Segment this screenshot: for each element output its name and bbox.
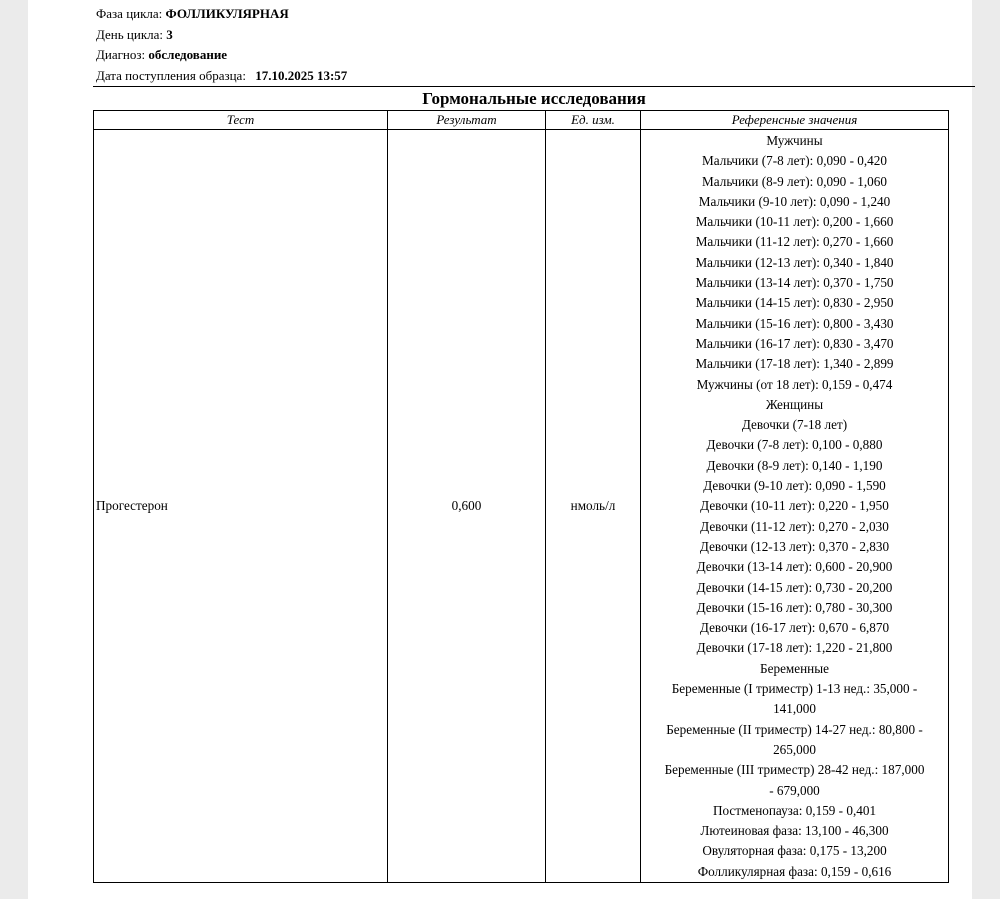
- table-header-row: [94, 111, 949, 130]
- reference-line: Лютеиновая фаза: 13,100 - 46,300: [700, 823, 889, 839]
- reference-line: Мальчики (14-15 лет): 0,830 - 2,950: [695, 295, 894, 311]
- reference-line: Девочки (8-9 лет): 0,140 - 1,190: [706, 457, 883, 473]
- sample-date-value: 17.10.2025 13:57: [255, 67, 348, 83]
- reference-values-cell: [641, 130, 949, 883]
- section-title: Гормональные исследования: [422, 89, 646, 108]
- reference-line: Беременные (III триместр) 28-42 нед.: 187,000: [664, 762, 925, 778]
- cycle-day-row: [96, 25, 347, 46]
- hormone-results-table: [93, 110, 949, 883]
- document-page: [28, 0, 972, 899]
- reference-line: Мальчики (13-14 лет): 0,370 - 1,750: [695, 275, 894, 291]
- cycle-phase-value: ФОЛЛИКУЛЯРНАЯ: [165, 6, 289, 21]
- reference-line: Женщины: [765, 396, 824, 412]
- cycle-phase-row: [96, 4, 347, 25]
- header-unit: Ед. изм.: [546, 111, 641, 130]
- reference-line: Мужчины: [766, 133, 823, 148]
- reference-line: Девочки (14-15 лет): 0,730 - 20,200: [696, 579, 893, 595]
- reference-line: Мальчики (16-17 лет): 0,830 - 3,470: [695, 335, 894, 351]
- header-result: Результат: [388, 111, 546, 130]
- reference-line: Девочки (16-17 лет): 0,670 - 6,870: [699, 620, 890, 636]
- reference-line: 141,000: [773, 701, 816, 717]
- reference-line: Постменопауза: 0,159 - 0,401: [712, 802, 877, 818]
- reference-line: Беременные (II триместр) 14-27 нед.: 80,800 -: [666, 721, 923, 737]
- reference-line: Девочки (9-10 лет): 0,090 - 1,590: [703, 478, 886, 494]
- cycle-phase-label: Фаза цикла:: [96, 6, 163, 21]
- reference-line: Мальчики (15-16 лет): 0,800 - 3,430: [695, 315, 894, 331]
- reference-line: Беременные: [760, 660, 829, 676]
- reference-line: Овуляторная фаза: 0,175 - 13,200: [702, 843, 887, 859]
- reference-line: Девочки (12-13 лет): 0,370 - 2,830: [699, 538, 890, 554]
- diagnosis-value: обследование: [148, 47, 228, 62]
- header-reference: Референсные значения: [641, 111, 949, 130]
- sample-date-row: [96, 66, 347, 87]
- reference-line: Мальчики (10-11 лет): 0,200 - 1,660: [695, 214, 894, 230]
- header-test: Тест: [94, 111, 388, 130]
- reference-line: Девочки (11-12 лет): 0,270 - 2,030: [700, 518, 889, 534]
- section-divider: [93, 86, 975, 87]
- reference-line: Девочки (7-8 лет): 0,100 - 0,880: [706, 437, 883, 453]
- sample-date-label: Дата поступления образца:: [96, 67, 246, 83]
- reference-line: Девочки (13-14 лет): 0,600 - 20,900: [696, 559, 893, 575]
- reference-line: Мальчики (7-8 лет): 0,090 - 0,420: [702, 153, 887, 169]
- cycle-day-value: 3: [166, 26, 173, 42]
- cut-off-header-line: [96, 0, 936, 3]
- reference-line: Девочки (10-11 лет): 0,220 - 1,950: [700, 498, 889, 514]
- result-value-cell: 0,600: [388, 130, 546, 883]
- reference-line: - 679,000: [769, 782, 820, 798]
- reference-line: 265,000: [773, 741, 816, 757]
- table-row: [94, 130, 949, 883]
- reference-line: Мальчики (12-13 лет): 0,340 - 1,840: [695, 254, 894, 270]
- diagnosis-row: [96, 45, 347, 66]
- diagnosis-label: Диагноз:: [96, 47, 146, 62]
- test-name-cell: Прогестерон: [94, 130, 388, 883]
- reference-line: Мальчики (17-18 лет): 1,340 - 2,899: [695, 356, 894, 372]
- reference-line: Девочки (17-18 лет): 1,220 - 21,800: [696, 640, 893, 656]
- reference-line: Мальчики (8-9 лет): 0,090 - 1,060: [702, 173, 887, 189]
- reference-line: Фолликулярная фаза: 0,159 - 0,616: [697, 863, 892, 879]
- reference-line: Беременные (I триместр) 1-13 нед.: 35,000 -: [671, 681, 918, 697]
- unit-cell: нмоль/л: [546, 130, 641, 883]
- reference-line: Девочки (7-18 лет): [741, 417, 848, 433]
- reference-line: Мальчики (9-10 лет): 0,090 - 1,240: [698, 193, 891, 209]
- reference-line: Мужчины (от 18 лет): 0,159 - 0,474: [696, 376, 893, 392]
- reference-line: Мальчики (11-12 лет): 0,270 - 1,660: [695, 234, 894, 250]
- patient-meta-block: [96, 4, 347, 86]
- reference-line: Девочки (15-16 лет): 0,780 - 30,300: [696, 599, 893, 615]
- cycle-day-label: День цикла:: [96, 26, 164, 42]
